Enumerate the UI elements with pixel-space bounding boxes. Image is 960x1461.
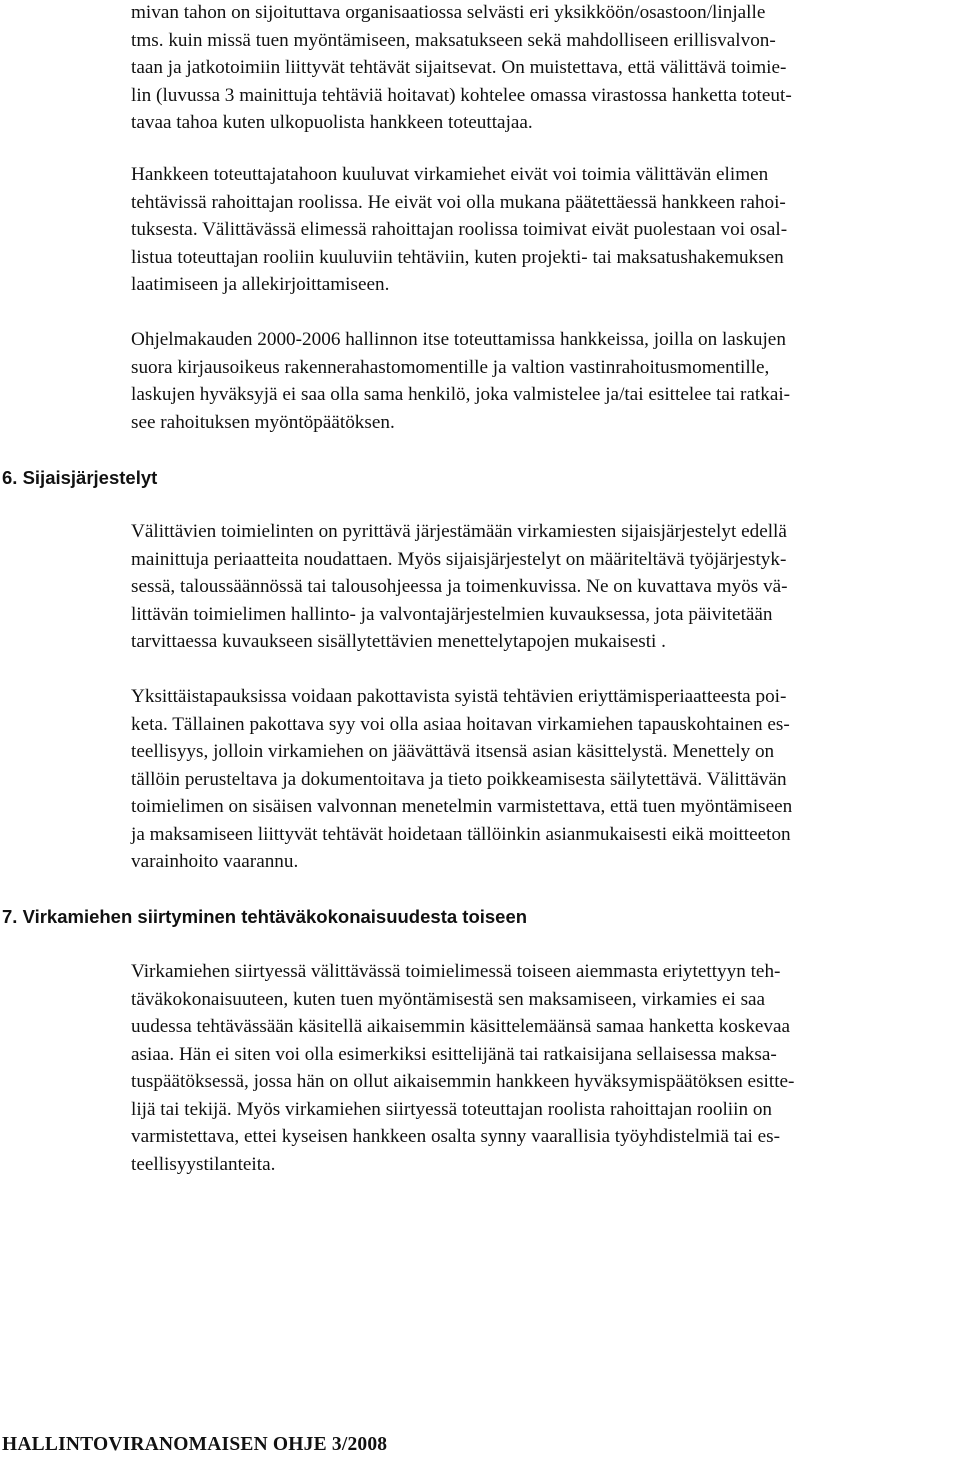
paragraph-official-transfer (131, 958, 957, 1178)
paragraph-programme-period (131, 326, 957, 436)
text-line: tarvittaessa kuvaukseen sisällytettävien menettelytapojen mukaisesti . (131, 631, 666, 652)
text-line: toimielimen on sisäisen valvonnan menetelmin varmistettava, että tuen myöntämiseen (131, 796, 793, 817)
text-line: tehtävissä rahoittajan roolissa. He eivät voi olla mukana päätettäessä hankkeen rahoi- (131, 191, 786, 213)
text-line: uudessa tehtävässään käsitellä aikaisemmin käsittelemäänsä samaa hanketta koskevaa (131, 1016, 791, 1037)
text-line: Virkamiehen siirtyessä välittävässä toimielimessä toiseen aiemmasta eriytettyyn teh- (131, 961, 781, 982)
text-line: tällöin perusteltava ja dokumentoitava ja tieto poikkeamisesta säilytettävä. Välittävän (131, 768, 787, 790)
text-line: suora kirjausoikeus rakennerahastomomentille ja valtion vastinrahoitusmomentille, (131, 356, 770, 378)
text-line: asiaa. Hän ei siten voi olla esimerkiksi esittelijänä tai ratkaisijana sellaisessa maksa- (131, 1043, 777, 1065)
text-line: laskujen hyväksyjä ei saa olla sama henkilö, joka valmistelee ja/tai esittelee tai ratkai- (131, 384, 791, 405)
text-line: see rahoituksen myöntöpäätöksen. (131, 411, 395, 433)
text-line: mivan tahon on sijoituttava organisaatiossa selvästi eri yksikköön/osastoon/linjalle (131, 2, 766, 23)
text-line: tuksesta. Välittävässä elimessä rahoittajan roolissa toimivat eivät puolestaan voi osal- (131, 219, 788, 240)
text-line: sessä, taloussäännössä tai talousohjeessa ja toimenkuvissa. Ne on kuvattava myös vä- (131, 576, 788, 597)
text-line: lijä tai tekijä. Myös virkamiehen siirtyessä toteuttajan roolista rahoittajan rooliin on (131, 1098, 773, 1120)
paragraph-implementer-officials (131, 161, 957, 299)
text-line: teellisyys, jolloin virkamiehen on jäävättävä itsensä asian käsittelystä. Menettely on (131, 741, 775, 762)
text-line: lin (luvussa 3 mainittuja tehtäviä hoitavat) kohtelee omassa virastossa hanketta toteut- (131, 84, 792, 106)
text-line: keta. Tällainen pakottava syy voi olla asiaa hoitavan virkamiehen tapauskohtainen es- (131, 713, 790, 735)
text-line: täväkokonaisuuteen, kuten tuen myöntämisestä sen maksamiseen, virkamies ei saa (131, 988, 766, 1010)
paragraph-exceptions (131, 683, 957, 876)
text-line: littävän toimielimen hallinto- ja valvontajärjestelmien kuvauksessa, jota päivitetään (131, 603, 773, 625)
text-line: Hankkeen toteuttajatahoon kuuluvat virkamiehet eivät voi toimia välittävän elimen (131, 164, 769, 185)
text-line: teellisyystilanteita. (131, 1153, 276, 1175)
text-line: listua toteuttajan rooliin kuuluviin tehtäviin, kuten projekti- tai maksatushakemuksen (131, 246, 784, 268)
text-line: tuspäätöksessä, jossa hän on ollut aikaisemmin hankkeen hyväksymispäätöksen esitte- (131, 1071, 795, 1092)
text-line: tavaa tahoa kuten ulkopuolista hankkeen toteuttajaa. (131, 112, 533, 133)
text-line: laatimiseen ja allekirjoittamiseen. (131, 274, 390, 295)
text-line: Yksittäistapauksissa voidaan pakottavista syistä tehtävien eriyttämisperiaatteesta poi- (131, 686, 787, 707)
text-line: varainhoito vaarannu. (131, 851, 299, 872)
text-line: taan ja jatkotoimiin liittyvät tehtävät sijaitsevat. On muistettava, että välittävä toimie- (131, 57, 787, 78)
paragraph-substitution-arrangements (131, 518, 957, 656)
text-line: mainittuja periaatteita noudattaen. Myös sijaisjärjestelyt on määriteltävä työjärjestyk- (131, 548, 787, 570)
text-line: Ohjelmakauden 2000-2006 hallinnon itse toteuttamissa hankkeissa, joilla on laskujen (131, 329, 786, 350)
text-line: Välittävien toimielinten on pyrittävä järjestämään virkamiesten sijaisjärjestelyt edellä (131, 521, 787, 542)
section-heading-7: 7. Virkamiehen siirtyminen tehtäväkokonaisuudesta toiseen (2, 906, 528, 927)
text-line: ja maksamiseen liittyvät tehtävät hoidetaan tällöinkin asianmukaisesti eikä moitteeton (131, 823, 791, 845)
text-line: varmistettava, ettei kyseisen hankkeen osalta synny vaarallisia työyhdistelmiä tai es- (131, 1126, 780, 1147)
section-heading-6: 6. Sijaisjärjestelyt (2, 467, 158, 488)
page-footer: HALLINTOVIRANOMAISEN OHJE 3/2008 (2, 1434, 388, 1455)
paragraph-segregation-intro (131, 0, 957, 137)
text-line: tms. kuin missä tuen myöntämiseen, maksatukseen sekä mahdolliseen erillisvalvon- (131, 29, 776, 51)
